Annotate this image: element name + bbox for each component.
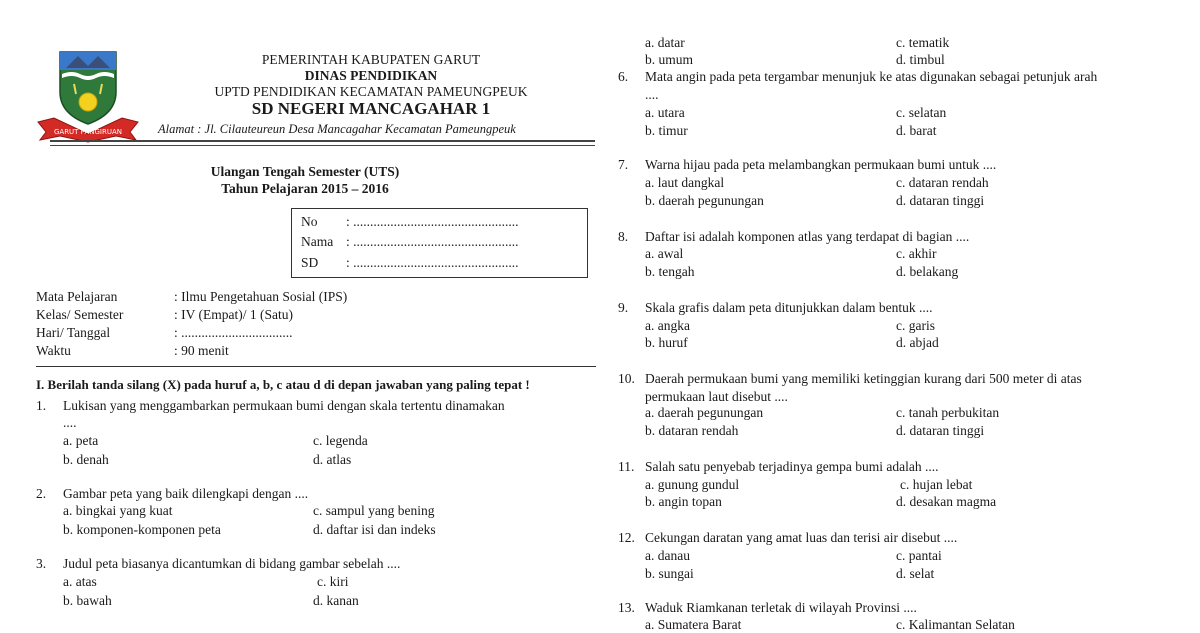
question-text: Gambar peta yang baik dilengkapi dengan .... [63, 486, 309, 501]
option-d: d. belakang [896, 264, 959, 279]
option-b: b. denah [63, 452, 109, 467]
option-a: a. awal [645, 246, 684, 261]
option-b: b. dataran rendah [645, 423, 739, 438]
option-b: b. timur [645, 123, 688, 138]
option-c: c. selatan [896, 105, 947, 120]
option-d: d. timbul [896, 52, 945, 67]
option-d: d. dataran tinggi [896, 423, 985, 438]
exam-title: Ulangan Tengah Semester (UTS) [210, 164, 400, 179]
option-c: c. akhir [896, 246, 937, 261]
option-c: c. dataran rendah [896, 175, 989, 190]
question-text: Daftar isi adalah komponen atlas yang terdapat di bagian .... [645, 229, 970, 244]
info-label-class: Kelas/ Semester [36, 307, 124, 322]
option-a: a. peta [63, 433, 99, 448]
question-number: 8. [618, 229, 629, 244]
svg-text:GARUT PANGIRUAN: GARUT PANGIRUAN [53, 128, 123, 136]
header-line-3: UPTD PENDIDIKAN KECAMATAN PAMEUNGPEUK [214, 84, 528, 99]
id-field-nama: : ................................................. [346, 234, 519, 249]
question-text: Skala grafis dalam peta ditunjukkan dalam bentuk .... [645, 300, 933, 315]
id-field-no: : ................................................. [346, 214, 519, 229]
option-d: d. barat [896, 123, 937, 138]
question-text: Salah satu penyebab terjadinya gempa bumi adalah .... [645, 459, 939, 474]
question-text-cont: .... [645, 87, 659, 102]
school-name: SD NEGERI MANCAGAHAR 1 [251, 99, 491, 118]
question-number: 6. [618, 69, 629, 84]
option-c: c. tematik [896, 35, 950, 50]
option-d: d. atlas [313, 452, 352, 467]
question-text-cont: permukaan laut disebut .... [645, 389, 788, 404]
option-c: c. hujan lebat [900, 477, 973, 492]
header-rule-thick [50, 140, 595, 142]
question-number: 7. [618, 157, 629, 172]
question-number: 13. [618, 600, 635, 615]
option-d: d. selat [896, 566, 935, 581]
question-number: 9. [618, 300, 629, 315]
info-label-time: Waktu [36, 343, 71, 358]
question-text: Warna hijau pada peta melambangkan permukaan bumi untuk .... [645, 157, 997, 172]
id-label-sd: SD [301, 255, 319, 270]
option-a: a. utara [645, 105, 685, 120]
option-d: d. kanan [313, 593, 359, 608]
option-a: a. laut dangkal [645, 175, 725, 190]
header-line-1: PEMERINTAH KABUPATEN GARUT [261, 52, 481, 67]
id-label-no: No [301, 214, 318, 229]
question-number: 1. [36, 398, 47, 413]
option-b: b. sungai [645, 566, 694, 581]
option-c: c. tanah perbukitan [896, 405, 1000, 420]
info-divider [36, 366, 596, 367]
option-b: b. angin topan [645, 494, 722, 509]
question-number: 2. [36, 486, 47, 501]
id-label-nama: Nama [301, 234, 334, 249]
option-b: b. umum [645, 52, 694, 67]
question-number: 3. [36, 556, 47, 571]
option-c: c. garis [896, 318, 935, 333]
option-a: a. daerah pegunungan [645, 405, 764, 420]
option-b: b. tengah [645, 264, 695, 279]
question-text-cont: .... [63, 415, 77, 430]
option-c: c. kiri [317, 574, 349, 589]
info-value-class: : IV (Empat)/ 1 (Satu) [174, 307, 293, 322]
option-a: a. datar [645, 35, 685, 50]
question-text: Waduk Riamkanan terletak di wilayah Provinsi .... [645, 600, 917, 615]
question-text: Judul peta biasanya dicantumkan di bidang gambar sebelah .... [63, 556, 401, 571]
option-a: a. angka [645, 318, 690, 333]
question-number: 10. [618, 371, 635, 386]
info-value-subject: : Ilmu Pengetahuan Sosial (IPS) [174, 289, 348, 304]
option-c: c. sampul yang bening [313, 503, 435, 518]
option-d: d. abjad [896, 335, 939, 350]
option-b: b. huruf [645, 335, 688, 350]
option-d: d. daftar isi dan indeks [313, 522, 436, 537]
question-text: Daerah permukaan bumi yang memiliki ketinggian kurang dari 500 meter di atas [645, 371, 1082, 386]
option-d: d. desakan magma [896, 494, 997, 509]
header-rule-thin [50, 145, 595, 146]
header-line-2: DINAS PENDIDIKAN [304, 68, 438, 83]
exam-year: Tahun Pelajaran 2015 – 2016 [221, 181, 389, 196]
option-a: a. gunung gundul [645, 477, 740, 492]
option-a: a. Sumatera Barat [645, 617, 742, 632]
question-text: Cekungan daratan yang amat luas dan terisi air disebut .... [645, 530, 958, 545]
question-number: 11. [618, 459, 635, 474]
question-number: 12. [618, 530, 635, 545]
question-text: Mata angin pada peta tergambar menunjuk ke atas digunakan sebagai petunjuk arah [645, 69, 1098, 84]
info-label-date: Hari/ Tanggal [36, 325, 111, 340]
option-b: b. daerah pegunungan [645, 193, 764, 208]
option-a: a. danau [645, 548, 690, 563]
option-c: c. pantai [896, 548, 942, 563]
question-text: Lukisan yang menggambarkan permukaan bumi dengan skala tertentu dinamakan [63, 398, 505, 413]
option-d: d. dataran tinggi [896, 193, 985, 208]
instruction-text: I. Berilah tanda silang (X) pada huruf a, b, c atau d di depan jawaban yang paling tepat ! [36, 377, 530, 392]
garut-regency-logo [36, 48, 140, 144]
option-b: b. komponen-komponen peta [63, 522, 221, 537]
option-a: a. atas [63, 574, 97, 589]
option-a: a. bingkai yang kuat [63, 503, 173, 518]
option-c: c. legenda [313, 433, 368, 448]
info-value-date: : ................................. [174, 325, 293, 340]
info-value-time: : 90 menit [174, 343, 229, 358]
option-c: c. Kalimantan Selatan [896, 617, 1015, 632]
option-b: b. bawah [63, 593, 112, 608]
id-field-sd: : ................................................. [346, 255, 519, 270]
school-address: Alamat : Jl. Cilauteureun Desa Mancagahar Kecamatan Pameungpeuk [158, 122, 516, 136]
info-label-subject: Mata Pelajaran [36, 289, 118, 304]
